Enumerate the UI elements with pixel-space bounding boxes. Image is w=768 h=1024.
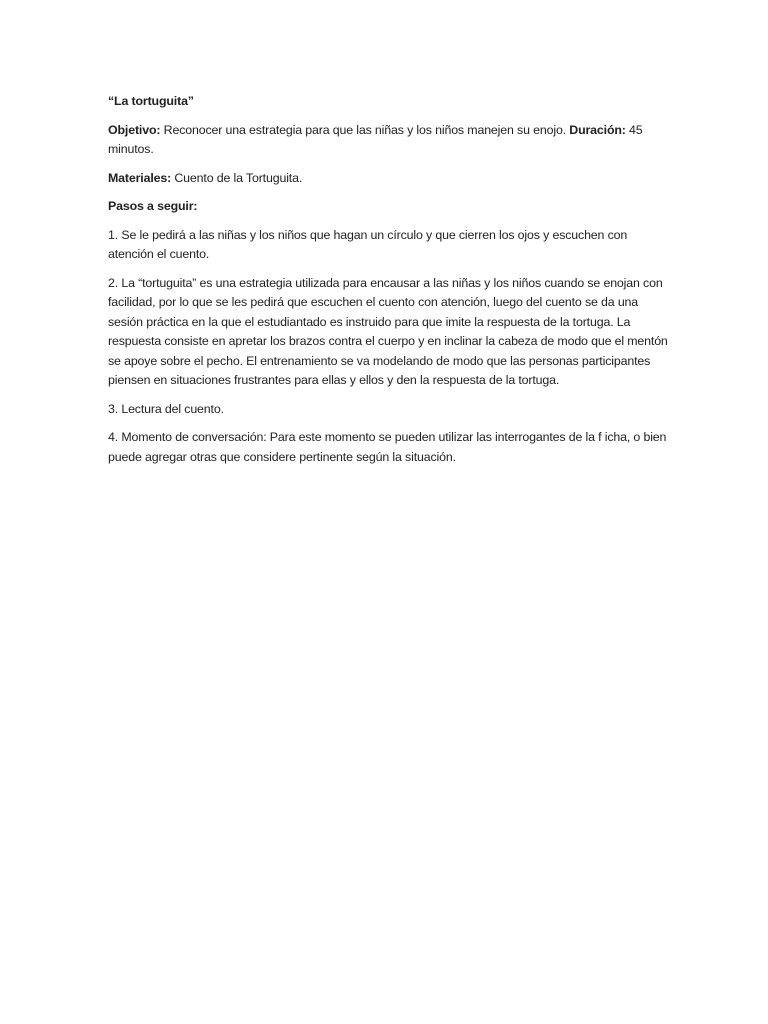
materials-text: Cuento de la Tortuguita. [171, 170, 303, 185]
duration-text: 45 minutos. [108, 122, 643, 156]
step-1: 1. Se le pedirá a las niñas y los niños que hagan un círculo y que cierren los ojos y escuchen con atención el cuento. [108, 227, 628, 261]
document-title: “La tortuguita” [108, 94, 194, 108]
step-4: 4. Momento de conversación: Para este momento se pueden utilizar las interrogantes de la f icha, o bien puede agregar otras que considere pertinente según la situación. [108, 430, 667, 464]
step-2: 2. La “tortuguita” es una estrategia utilizada para encausar a las niñas y los niños cuando se enojan con facilidad, por lo que se les pedirá que escuchen el cuento con atención, luego del cuento se da una sesión práctica en la que el estudiantado es instruido para que imite la respuesta de la tortuga. La respuesta consiste en apretar los brazos contra el cuerpo y en inclinar la cabeza de modo que el mentón se apoye sobre el pecho. El entrenamiento se va modelando de modo que las personas participantes piensen en situaciones frustrantes para ellas y ellos y den la respuesta de la tortuga. [108, 275, 668, 387]
materials-label: Materiales: [108, 170, 172, 185]
objective-text: Reconocer una estrategia para que las niñas y los niños manejen su enojo. [160, 122, 570, 137]
document-page [108, 92, 668, 476]
objective-label: Objetivo: [108, 122, 161, 137]
materials-paragraph [108, 169, 668, 189]
duration-label: Duración: [569, 122, 626, 137]
step-3: 3. Lectura del cuento. [108, 401, 224, 416]
steps-heading: Pasos a seguir: [108, 199, 198, 213]
objective-paragraph [108, 121, 668, 160]
